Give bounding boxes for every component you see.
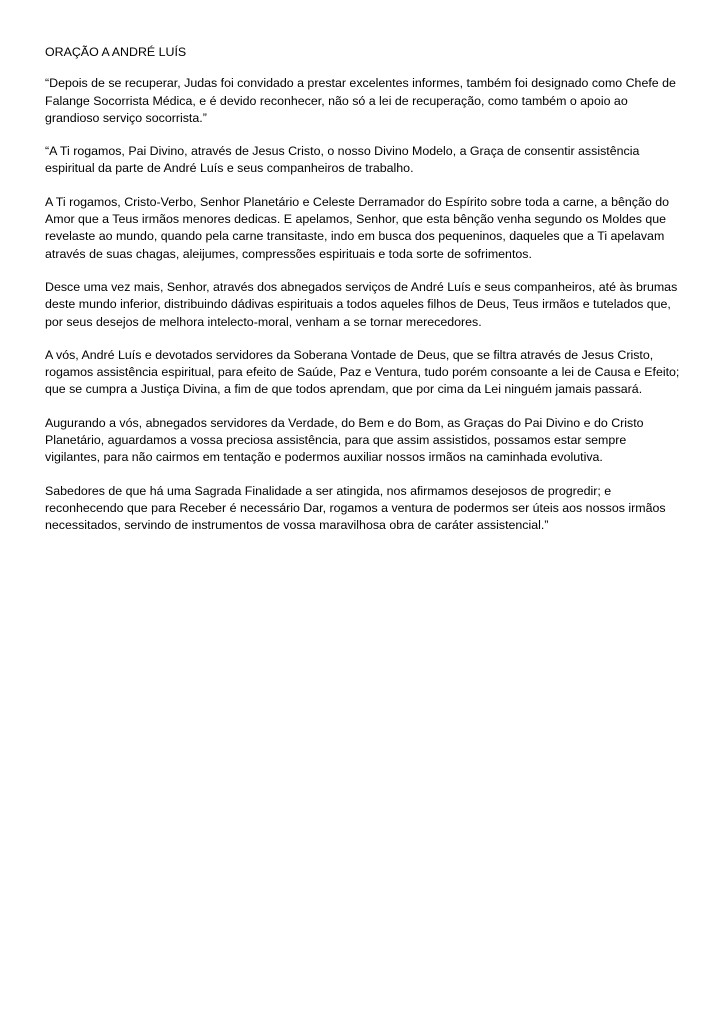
document-page xyxy=(45,44,681,551)
paragraph-sabedores: Sabedores de que há uma Sagrada Finalidade a ser atingida, nos afirmamos desejosos de progredir; e reconhecendo que para Receber é necessário Dar, rogamos a ventura de podermos ser úteis aos nossos irmãos necessitados, servindo de instrumentos de vossa maravilhosa obra de caráter assistencial.” xyxy=(45,483,666,533)
paragraph-augurando: Augurando a vós, abnegados servidores da Verdade, do Bem e do Bom, as Graças do Pai Divino e do Cristo Planetário, aguardamos a vossa preciosa assistência, para que assim assistidos, possamos estar sempre vigilantes, para não cairmos em tentação e podermos auxiliar nossos irmãos na caminhada evolutiva. xyxy=(45,415,644,465)
paragraph-intro: “Depois de se recuperar, Judas foi convidado a prestar excelentes informes, também foi designado como Chefe de Falange Socorrista Médica, e é devido reconhecer, não só a lei de recuperação, como também o apoio ao grandioso serviço socorrista.” xyxy=(45,76,676,125)
paragraph-desce: Desce uma vez mais, Senhor, através dos abnegados serviços de André Luís e seus companheiros, até às brumas deste mundo inferior, distribuindo dádivas espirituais a todos aqueles filhos de Deus, Teus irmãos e tutelados que, por seus desejos de melhora intelecto-moral, venham a se tornar merecedores. xyxy=(45,279,678,329)
paragraph-prayer-opening: “A Ti rogamos, Pai Divino, através de Jesus Cristo, o nosso Divino Modelo, a Graça de consentir assistência espiritual da parte de André Luís e seus companheiros de trabalho. xyxy=(45,144,640,176)
paragraph-cristo-verbo: A Ti rogamos, Cristo-Verbo, Senhor Planetário e Celeste Derramador do Espírito sobre toda a carne, a bênção do Amor que a Teus irmãos menores dedicas. E apelamos, Senhor, que esta bênção venha segundo os Moldes que revelaste ao mundo, quando pela carne transitaste, indo em busca dos pequeninos, daqueles que a Ti apelavam através de suas chagas, aleijumes, compressões espirituais e toda sorte de sofrimentos. xyxy=(45,194,670,261)
document-title: ORAÇÃO A ANDRÉ LUÍS xyxy=(45,45,187,59)
paragraph-a-vos: A vós, André Luís e devotados servidores da Soberana Vontade de Deus, que se filtra através de Jesus Cristo, rogamos assistência espiritual, para efeito de Saúde, Paz e Ventura, tudo porém consoante a lei de Causa e Efeito; que se cumpra a Justiça Divina, a fim de que todos aprendam, que por cima da Lei ninguém jamais passará. xyxy=(45,347,680,397)
